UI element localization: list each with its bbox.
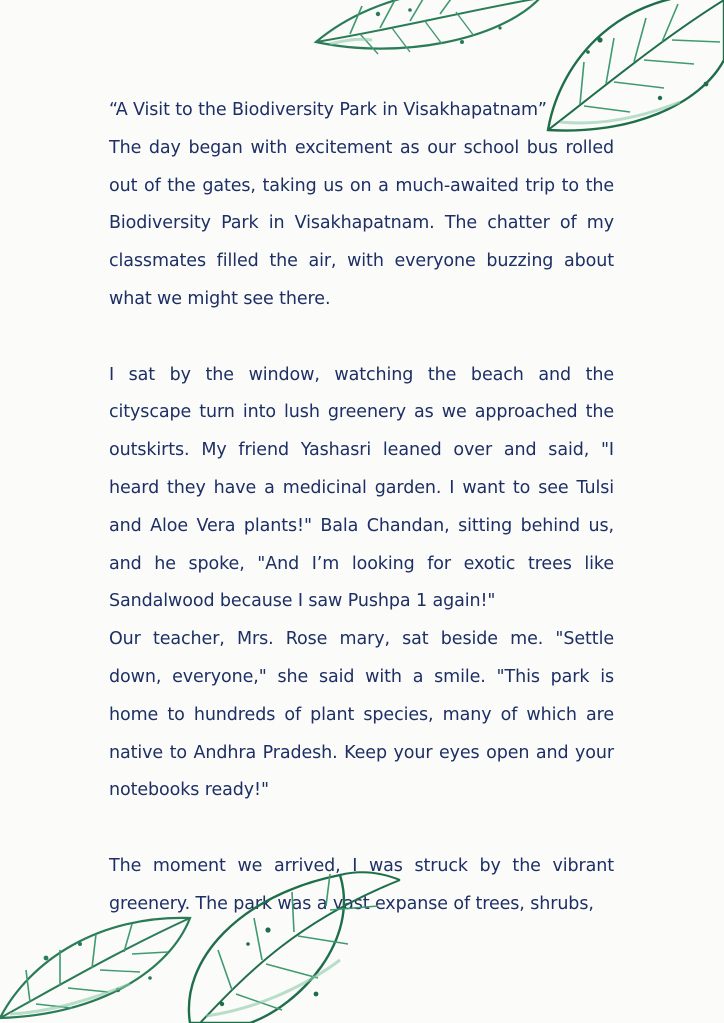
essay-paragraph-1: The day began with excitement as our school bus rolled out of the gates, taking us on a much-awaited trip to the Biodiversity Park in Visakhapatnam. The chatter of my classmates filled the air, with everyone buzzing about what we might see there. bbox=[109, 137, 614, 309]
leaf-icon-top-center bbox=[316, 0, 540, 54]
essay-paragraph-4: The moment we arrived, I was struck by the vibrant greenery. The park was a vast expanse of trees, shrubs, bbox=[109, 855, 614, 914]
essay-paragraph-3: Our teacher, Mrs. Rose mary, sat beside me. "Settle down, everyone," she said with a smile. "This park is home to hundreds of plant species, many of which are native to Andhra Pradesh. Keep your eyes open and your notebooks ready!" bbox=[109, 629, 614, 801]
paragraph-spacer bbox=[109, 810, 614, 848]
essay-title: “A Visit to the Biodiversity Park in Visakhapatnam” bbox=[109, 100, 547, 120]
paragraph-spacer bbox=[109, 319, 614, 357]
essay-paragraph-2: I sat by the window, watching the beach and the cityscape turn into lush greenery as we approached the outskirts. My friend Yashasri leaned over and said, "I heard they have a medicinal garden. I want to see Tulsi and Aloe Vera plants!" Bala Chandan, sitting behind us, and he spoke, "And I’m looking for exotic trees like Sandalwood because I saw Pushpa 1 again!" bbox=[109, 364, 614, 612]
essay-body bbox=[109, 92, 614, 924]
leaf-icon-bottom-left bbox=[0, 918, 190, 1018]
